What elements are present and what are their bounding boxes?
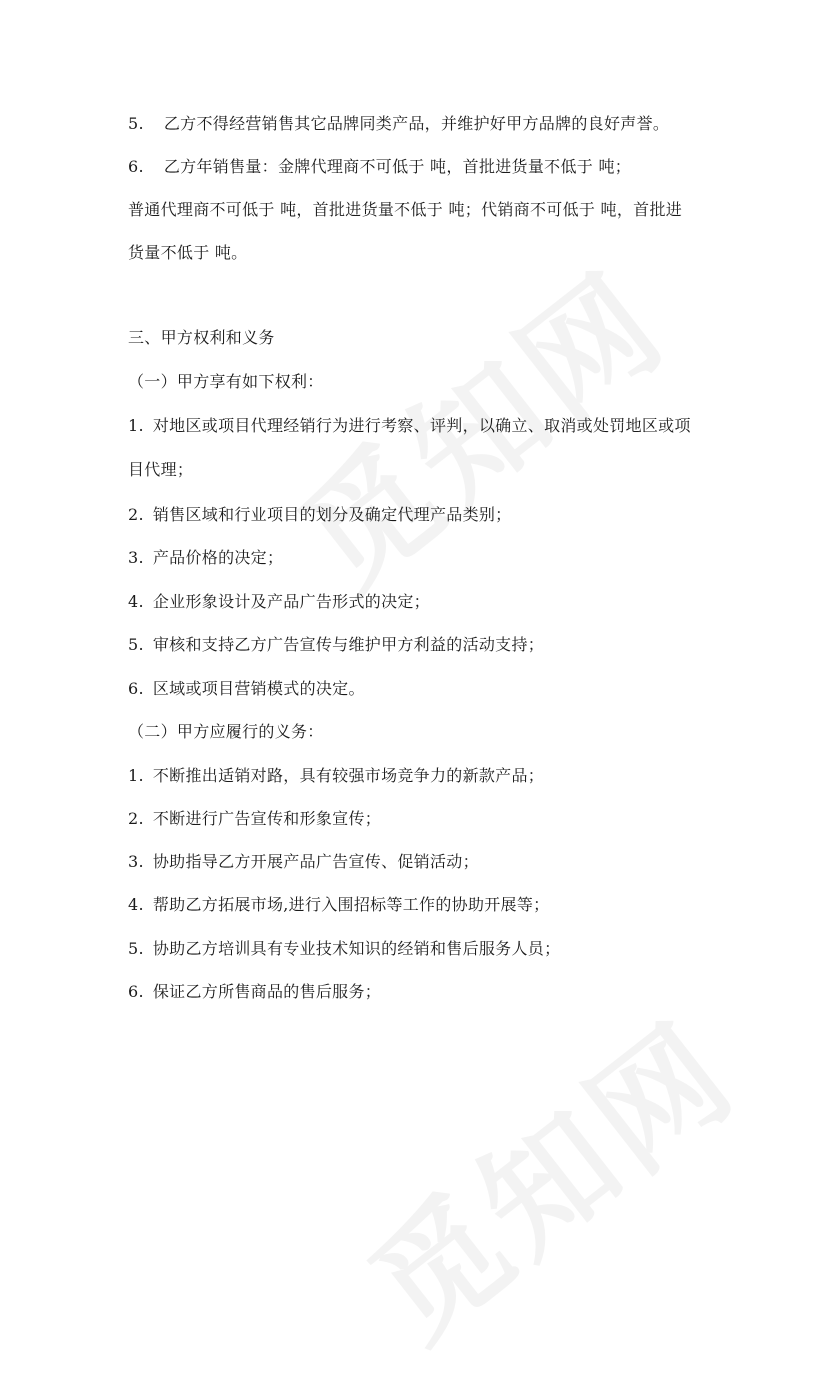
list-item bbox=[128, 114, 669, 134]
list-item bbox=[128, 592, 430, 612]
item-number: 6. bbox=[128, 157, 144, 176]
list-item bbox=[128, 809, 381, 829]
list-item bbox=[128, 635, 544, 655]
list-item bbox=[128, 852, 479, 872]
list-item bbox=[128, 679, 365, 699]
item-number: 2. bbox=[128, 505, 144, 524]
item-text: 区域或项目营销模式的决定。 bbox=[152, 679, 365, 698]
list-item bbox=[128, 982, 381, 1002]
item-text: 协助指导乙方开展产品广告宣传、促销活动； bbox=[152, 852, 479, 871]
list-item bbox=[128, 416, 691, 436]
item-text: 不断推出适销对路，具有较强市场竞争力的新款产品； bbox=[152, 766, 545, 785]
item-number: 3. bbox=[128, 548, 144, 567]
section-title: 三、甲方权利和义务 bbox=[128, 328, 275, 347]
item-text: 保证乙方所售商品的售后服务； bbox=[152, 982, 382, 1001]
subsection-heading: （二）甲方应履行的义务： bbox=[128, 722, 324, 741]
item-number: 4. bbox=[128, 592, 144, 611]
list-item bbox=[128, 157, 631, 177]
item-number: 6. bbox=[128, 679, 144, 698]
item-text: 企业形象设计及产品广告形式的决定； bbox=[152, 592, 430, 611]
subsection-heading: （一）甲方享有如下权利： bbox=[128, 372, 324, 391]
item-text: 审核和支持乙方广告宣传与维护甲方利益的活动支持； bbox=[152, 635, 545, 654]
paragraph-line: 普通代理商不可低于 吨，首批进货量不低于 吨；代销商不可低于 吨，首批进 bbox=[128, 200, 683, 219]
item-number: 5. bbox=[128, 635, 144, 654]
item-number: 4. bbox=[128, 895, 144, 914]
item-text: 不断进行广告宣传和形象宣传； bbox=[152, 809, 382, 828]
item-number: 5. bbox=[128, 114, 144, 133]
item-text: 帮助乙方拓展市场,进行入围招标等工作的协助开展等； bbox=[152, 895, 550, 914]
item-number: 3. bbox=[128, 852, 144, 871]
item-text: 乙方年销售量：金牌代理商不可低于 吨，首批进货量不低于 吨； bbox=[163, 157, 632, 176]
item-number: 1. bbox=[128, 416, 144, 435]
list-item bbox=[128, 939, 560, 959]
item-text: 产品价格的决定； bbox=[152, 548, 284, 567]
item-number: 2. bbox=[128, 809, 144, 828]
list-item bbox=[128, 766, 544, 786]
paragraph-line: 货量不低于 吨。 bbox=[128, 243, 248, 262]
item-text: 对地区或项目代理经销行为进行考察、评判，以确立、取消或处罚地区或项 bbox=[152, 416, 691, 435]
list-item bbox=[128, 548, 283, 568]
list-item-continuation: 目代理； bbox=[128, 460, 194, 479]
list-item bbox=[128, 895, 549, 915]
list-item bbox=[128, 505, 511, 525]
item-number: 1. bbox=[128, 766, 144, 785]
item-number: 5. bbox=[128, 939, 144, 958]
item-text: 协助乙方培训具有专业技术知识的经销和售后服务人员； bbox=[152, 939, 561, 958]
item-number: 6. bbox=[128, 982, 144, 1001]
item-text: 销售区域和行业项目的划分及确定代理产品类别； bbox=[152, 505, 512, 524]
item-text: 乙方不得经营销售其它品牌同类产品，并维护好甲方品牌的良好声誉。 bbox=[163, 114, 670, 133]
